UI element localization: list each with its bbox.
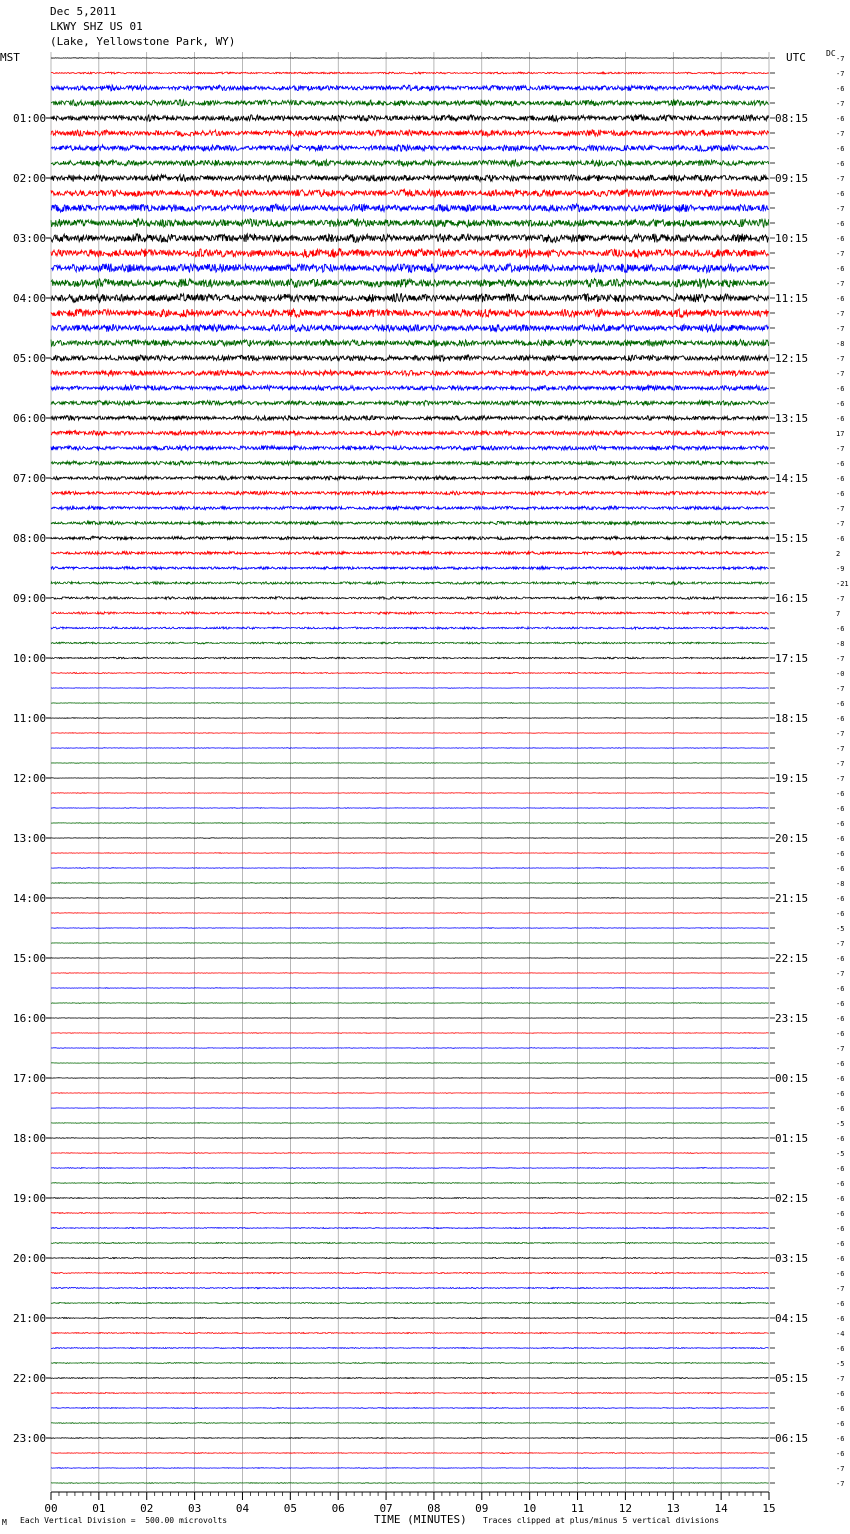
dc-offset-label: -6 [836, 790, 845, 798]
x-tick-label: 00 [44, 1502, 58, 1515]
dc-offset-label: -7 [836, 370, 845, 378]
trace-row [51, 1048, 769, 1049]
dc-offset-label: -7 [836, 355, 845, 363]
trace-row [51, 461, 769, 465]
trace-row [51, 748, 769, 749]
dc-offset-label: -7 [836, 325, 845, 333]
header-location: (Lake, Yellowstone Park, WY) [50, 35, 236, 48]
utc-hour-label: 23:15 [775, 1012, 809, 1025]
utc-hour-label: 09:15 [775, 172, 809, 185]
dc-offset-label: -6 [836, 955, 845, 963]
trace-row [51, 673, 769, 674]
dc-offset-label: -7 [836, 520, 845, 528]
x-tick-label: 10 [523, 1502, 537, 1515]
trace-row [51, 1303, 769, 1304]
dc-offset-label: -6 [836, 1300, 845, 1308]
x-tick-label: 14 [714, 1502, 728, 1515]
x-tick-label: 02 [140, 1502, 154, 1515]
dc-offset-label: -7 [836, 595, 845, 603]
trace-row [51, 1153, 769, 1154]
trace-row [51, 1138, 769, 1139]
dc-offset-label: -6 [836, 1180, 845, 1188]
x-axis-label: TIME (MINUTES) [374, 1513, 467, 1526]
x-tick-label: 07 [379, 1502, 393, 1515]
utc-hour-label: 19:15 [775, 772, 809, 785]
dc-offset-label: -7 [836, 505, 845, 513]
dc-offset-label: -6 [836, 895, 845, 903]
dc-offset-label: -8 [836, 640, 845, 648]
trace-row [51, 1348, 769, 1349]
dc-offset-label: -6 [836, 850, 845, 858]
trace-row [51, 853, 769, 854]
trace-row [51, 582, 769, 585]
mst-hour-label: 12:00 [13, 772, 47, 785]
trace-row [51, 1272, 769, 1273]
trace-row [51, 219, 769, 227]
dc-offset-label: 2 [836, 550, 841, 558]
trace-row [51, 1468, 769, 1469]
mst-hour-label: 10:00 [13, 652, 47, 665]
trace-row [51, 536, 769, 539]
trace-row [51, 868, 769, 869]
x-tick-label: 12 [618, 1502, 633, 1515]
utc-hour-label: 15:15 [775, 532, 809, 545]
trace-row [51, 1408, 769, 1409]
trace-row [51, 189, 769, 197]
dc-offset-label: -6 [836, 1000, 845, 1008]
trace-row [51, 115, 769, 121]
dc-offset-label: -6 [836, 490, 845, 498]
trace-row [51, 279, 769, 288]
mst-hour-label: 17:00 [13, 1072, 47, 1085]
utc-hour-label: 18:15 [775, 712, 809, 725]
trace-row [51, 1378, 769, 1379]
mst-hour-label: 19:00 [13, 1192, 47, 1205]
mst-hour-label: 15:00 [13, 952, 47, 965]
trace-row [51, 1183, 769, 1184]
trace-row [51, 476, 769, 480]
trace-row [51, 1003, 769, 1004]
dc-offset-label: -7 [836, 175, 845, 183]
dc-offset-label: -6 [836, 295, 845, 303]
trace-row [51, 85, 769, 91]
dc-offset-label: -5 [836, 925, 845, 933]
x-tick-label: 01 [92, 1502, 106, 1515]
dc-offset-label: -7 [836, 70, 845, 78]
mst-hour-label: 20:00 [13, 1252, 47, 1265]
dc-offset-label: -6 [836, 835, 845, 843]
dc-offset-label: -7 [836, 730, 845, 738]
trace-row [51, 370, 769, 376]
dc-offset-label: -6 [836, 1195, 845, 1203]
dc-offset-label: 7 [836, 610, 841, 618]
mst-hour-label: 08:00 [13, 532, 47, 545]
trace-row [51, 1363, 769, 1364]
trace-row [51, 491, 769, 495]
x-tick-label: 03 [187, 1502, 202, 1515]
right-axis-title: UTC [786, 51, 806, 64]
dc-offset-label: -6 [836, 1315, 845, 1323]
dc-offset-label: -6 [836, 1240, 845, 1248]
trace-row [51, 1257, 769, 1258]
dc-offset-label: -6 [836, 1255, 845, 1263]
dc-offset-label: -6 [836, 1435, 845, 1443]
dc-offset-label: -8 [836, 880, 845, 888]
trace-row [51, 431, 769, 436]
mst-hour-label: 06:00 [13, 412, 47, 425]
dc-offset-label: -6 [836, 1075, 845, 1083]
dc-offset-label: -6 [836, 805, 845, 813]
dc-offset-label: -6 [836, 1450, 845, 1458]
dc-offset-label: -7 [836, 970, 845, 978]
dc-offset-label: -7 [836, 250, 845, 258]
trace-row [51, 793, 769, 794]
x-tick-label: 13 [666, 1502, 680, 1515]
trace-row [51, 1093, 769, 1094]
trace-row [51, 324, 769, 332]
trace-row [51, 145, 769, 152]
x-tick-label: 04 [235, 1502, 250, 1515]
dc-offset-label: -5 [836, 1120, 845, 1128]
dc-offset-label: -4 [836, 1330, 845, 1338]
trace-row [51, 988, 769, 989]
dc-offset-label: -6 [836, 160, 845, 168]
trace-row [51, 416, 769, 421]
trace-row [51, 1213, 769, 1214]
dc-offset-label: -6 [836, 1345, 845, 1353]
trace-row [51, 100, 769, 106]
mst-hour-label: 02:00 [13, 172, 47, 185]
trace-row [51, 355, 769, 361]
trace-row [51, 1123, 769, 1124]
dc-offset-label: -7 [836, 1465, 845, 1473]
dc-offset-label: -6 [836, 85, 845, 93]
trace-row [51, 385, 769, 390]
utc-hour-label: 21:15 [775, 892, 809, 905]
trace-row [51, 642, 769, 644]
utc-hour-label: 03:15 [775, 1252, 809, 1265]
dc-offset-label: -7 [836, 280, 845, 288]
dc-offset-label: -6 [836, 1165, 845, 1173]
trace-row [51, 657, 769, 659]
utc-hour-label: 10:15 [775, 232, 809, 245]
dc-offset-label: -7 [836, 685, 845, 693]
trace-row [51, 1168, 769, 1169]
x-tick-label: 06 [331, 1502, 345, 1515]
dc-offset-label: -7 [836, 205, 845, 213]
dc-offset-label: -6 [836, 715, 845, 723]
trace-row [51, 718, 769, 719]
trace-row [51, 808, 769, 809]
x-tick-label: 09 [475, 1502, 489, 1515]
trace-row [51, 703, 769, 704]
trace-row [51, 1453, 769, 1454]
mst-hour-label: 21:00 [13, 1312, 47, 1325]
dc-offset-label: -6 [836, 1030, 845, 1038]
dc-offset-label: -6 [836, 1405, 845, 1413]
dc-offset-label: -21 [836, 580, 849, 588]
trace-row [51, 898, 769, 899]
trace-row [51, 838, 769, 839]
dc-offset-label: -6 [836, 1015, 845, 1023]
dc-offset-label: -6 [836, 865, 845, 873]
dc-offset-label: -6 [836, 535, 845, 543]
dc-offset-label: -6 [836, 1135, 845, 1143]
dc-offset-label: -7 [836, 760, 845, 768]
trace-row [51, 294, 769, 303]
trace-row [51, 1423, 769, 1424]
trace-row [51, 1287, 769, 1288]
x-tick-label: 08 [427, 1502, 441, 1515]
utc-hour-label: 20:15 [775, 832, 809, 845]
utc-hour-label: 17:15 [775, 652, 809, 665]
mst-hour-label: 18:00 [13, 1132, 47, 1145]
dc-offset-label: -6 [836, 1420, 845, 1428]
dc-offset-label: -7 [836, 1375, 845, 1383]
dc-offset-label: -6 [836, 415, 845, 423]
mst-hour-label: 04:00 [13, 292, 47, 305]
dc-offset-label: -6 [836, 265, 845, 273]
trace-row [51, 204, 769, 212]
mst-hour-label: 05:00 [13, 352, 47, 365]
dc-offset-label: -6 [836, 1090, 845, 1098]
mst-hour-label: 03:00 [13, 232, 47, 245]
dc-offset-label: -8 [836, 340, 845, 348]
dc-offset-label: -7 [836, 775, 845, 783]
utc-hour-label: 11:15 [775, 292, 809, 305]
trace-row [51, 1318, 769, 1319]
dc-offset-label: -9 [836, 565, 845, 573]
utc-hour-label: 05:15 [775, 1372, 809, 1385]
dc-offset-label: -6 [836, 400, 845, 408]
x-tick-label: 05 [283, 1502, 297, 1515]
x-tick-label: 15 [762, 1502, 776, 1515]
dc-offset-label: -5 [836, 1150, 845, 1158]
trace-row [51, 688, 769, 689]
trace-row [51, 612, 769, 614]
utc-hour-label: 14:15 [775, 472, 809, 485]
trace-row [51, 627, 769, 629]
trace-row [51, 309, 769, 317]
trace-row [51, 401, 769, 406]
mst-hour-label: 23:00 [13, 1432, 47, 1445]
dc-offset-label: -6 [836, 820, 845, 828]
trace-row [51, 58, 769, 59]
trace-row [51, 733, 769, 734]
dc-offset-label: -6 [836, 190, 845, 198]
left-axis-title: MST [0, 51, 20, 64]
dc-offset-label: -7 [836, 55, 845, 63]
trace-row [51, 446, 769, 451]
utc-hour-label: 12:15 [775, 352, 809, 365]
trace-row [51, 597, 769, 600]
dc-offset-label: -6 [836, 985, 845, 993]
trace-row [51, 174, 769, 181]
mst-hour-label: 09:00 [13, 592, 47, 605]
dc-offset-label: -6 [836, 625, 845, 633]
dc-offset-label: -7 [836, 745, 845, 753]
header-station: LKWY SHZ US 01 [50, 20, 143, 33]
trace-row [51, 567, 769, 570]
dc-offset-label: -7 [836, 655, 845, 663]
trace-row [51, 551, 769, 554]
corner-mark: M [2, 1518, 7, 1527]
mst-hour-label: 01:00 [13, 112, 47, 125]
utc-hour-label: 16:15 [775, 592, 809, 605]
dc-offset-label: -7 [836, 445, 845, 453]
utc-hour-label: 04:15 [775, 1312, 809, 1325]
trace-row [51, 340, 769, 347]
mst-hour-label: 13:00 [13, 832, 47, 845]
dc-offset-label: -6 [836, 235, 845, 243]
trace-row [51, 264, 769, 273]
trace-row [51, 1228, 769, 1229]
trace-row [51, 160, 769, 167]
clip-note: Traces clipped at plus/minus 5 vertical divisions [483, 1516, 720, 1525]
dc-offset-label: -6 [836, 115, 845, 123]
header-date: Dec 5,2011 [50, 5, 117, 18]
trace-row [51, 823, 769, 824]
trace-row [51, 248, 769, 257]
utc-hour-label: 01:15 [775, 1132, 809, 1145]
trace-row [51, 928, 769, 929]
dc-offset-label: -6 [836, 1105, 845, 1113]
utc-hour-label: 02:15 [775, 1192, 809, 1205]
dc-offset-label: -7 [836, 1480, 845, 1488]
trace-row [51, 1242, 769, 1243]
dc-offset-label: -6 [836, 460, 845, 468]
mst-hour-label: 22:00 [13, 1372, 47, 1385]
dc-offset-label: -6 [836, 1270, 845, 1278]
dc-offset-label: -6 [836, 1210, 845, 1218]
trace-row [51, 1332, 769, 1333]
trace-row [51, 234, 769, 243]
dc-offset-label: -6 [836, 910, 845, 918]
dc-offset-label: -6 [836, 145, 845, 153]
scale-note: Each Vertical Division = 500.00 microvolts [20, 1516, 228, 1525]
trace-row [51, 1078, 769, 1079]
trace-row [51, 130, 769, 136]
dc-offset-label: -6 [836, 220, 845, 228]
trace-row [51, 521, 769, 525]
dc-offset-label: -7 [836, 130, 845, 138]
utc-hour-label: 08:15 [775, 112, 809, 125]
dc-offset-label: -5 [836, 1360, 845, 1368]
utc-hour-label: 22:15 [775, 952, 809, 965]
dc-offset-label: -7 [836, 100, 845, 108]
dc-offset-label: -6 [836, 700, 845, 708]
trace-row [51, 1483, 769, 1484]
trace-row [51, 1198, 769, 1199]
mst-hour-label: 14:00 [13, 892, 47, 905]
dc-offset-label: -7 [836, 1285, 845, 1293]
trace-row [51, 506, 769, 510]
dc-offset-label: -0 [836, 670, 845, 678]
trace-row [51, 883, 769, 884]
trace-row [51, 72, 769, 74]
dc-label: DC [826, 49, 836, 58]
trace-row [51, 1438, 769, 1439]
dc-offset-label: -6 [836, 1390, 845, 1398]
mst-hour-label: 11:00 [13, 712, 47, 725]
dc-offset-label: -6 [836, 475, 845, 483]
utc-hour-label: 13:15 [775, 412, 809, 425]
trace-row [51, 1033, 769, 1034]
utc-hour-label: 06:15 [775, 1432, 809, 1445]
trace-row [51, 913, 769, 914]
dc-offset-label: -7 [836, 940, 845, 948]
dc-offset-label: -6 [836, 1060, 845, 1068]
x-tick-label: 11 [570, 1502, 585, 1515]
utc-hour-label: 00:15 [775, 1072, 809, 1085]
trace-row [51, 1393, 769, 1394]
dc-offset-label: -7 [836, 1045, 845, 1053]
mst-hour-label: 07:00 [13, 472, 47, 485]
dc-offset-label: -6 [836, 385, 845, 393]
dc-offset-label: -6 [836, 1225, 845, 1233]
mst-hour-label: 16:00 [13, 1012, 47, 1025]
dc-offset-label: 17 [836, 430, 845, 438]
dc-offset-label: -7 [836, 310, 845, 318]
